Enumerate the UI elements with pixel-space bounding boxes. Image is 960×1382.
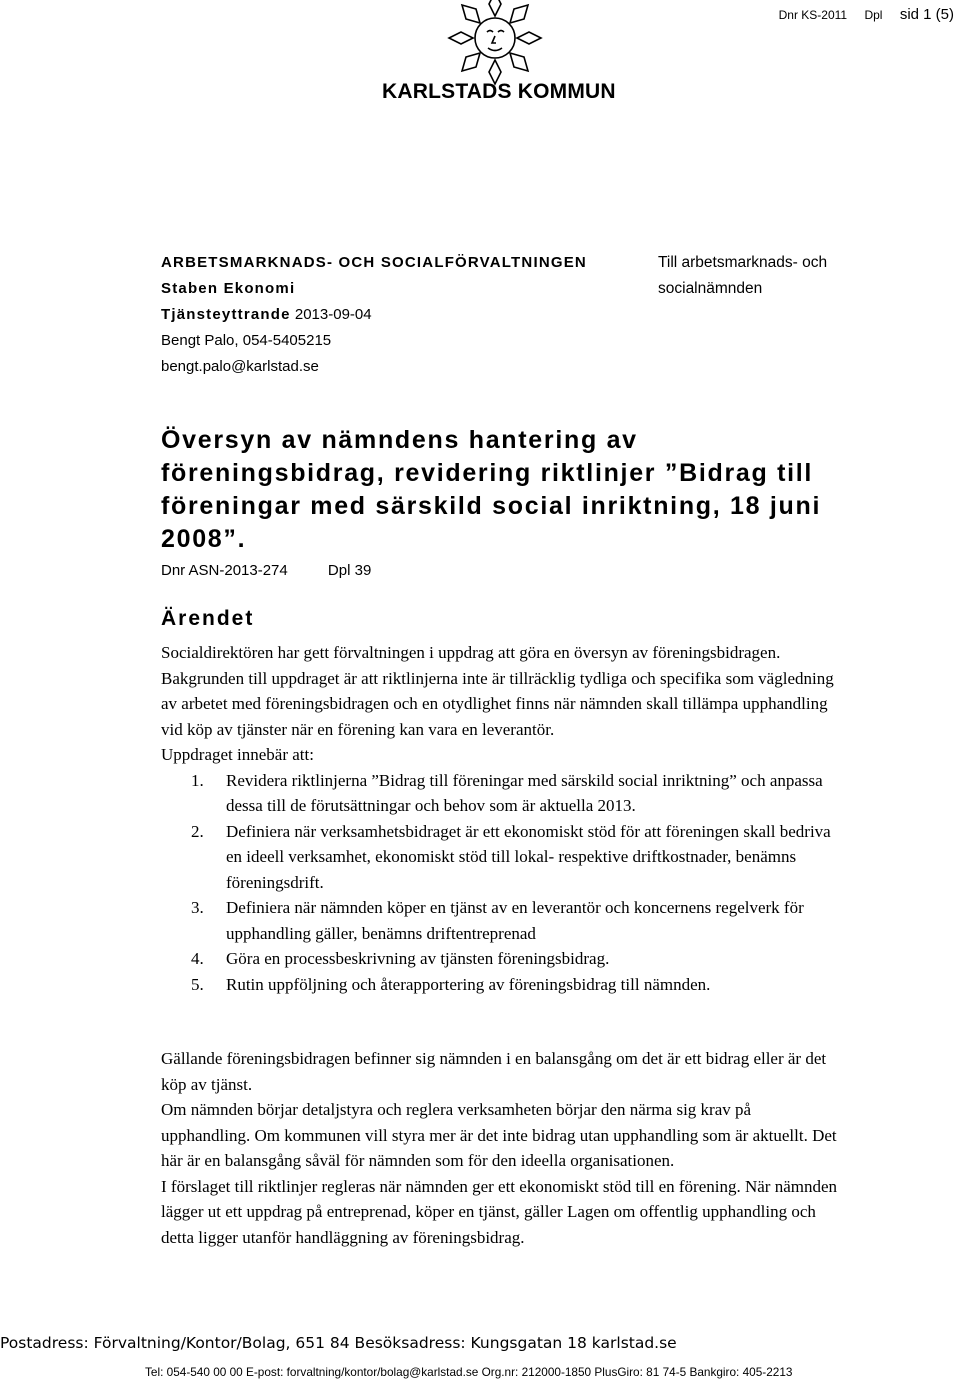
page-header xyxy=(779,6,954,23)
header-dpl: Dpl xyxy=(864,8,883,22)
task-item xyxy=(161,895,841,946)
task-text: Definiera när verksamhetsbidraget är ett ekonomiskt stöd för att föreningen skall bedriva en ideell verksamhet, ekonomiskt stöd till lokal- respektive driftkostnader, benämns föreningsdrift. xyxy=(226,821,831,892)
task-text: Definiera när nämnden köper en tjänst av en leverantör och koncernens regelverk för upphandling gäller, benämns driftentreprenad xyxy=(226,898,804,943)
header-dnr: Dnr KS-2011 xyxy=(778,8,848,22)
task-item xyxy=(161,972,841,998)
task-list xyxy=(161,768,841,998)
task-number: 3. xyxy=(191,898,204,917)
page-number: sid 1 (5) xyxy=(899,6,954,23)
paragraph-balance: Gällande föreningsbidragen befinner sig nämnden i en balansgång om det är ett bidrag eller är det köp av tjänst. xyxy=(161,1049,827,1094)
document-date: 2013-09-04 xyxy=(294,306,372,323)
recipient-line-2: socialnämnden xyxy=(658,280,763,297)
paragraph-regulation: Om nämnden börjar detaljstyra och reglera verksamheten börjar den närma sig krav på upphandling. Om kommunen vill styra mer är det inte bidrag utan upphandling som är aktuellt. Det här är en balansgång såväl för nämnden som för den ideella organisationen. xyxy=(161,1100,837,1170)
task-text: Göra en processbeskrivning av tjänsten föreningsbidrag. xyxy=(226,949,610,968)
logo-text: KARLSTADS KOMMUN xyxy=(382,80,616,103)
task-number: 2. xyxy=(191,821,204,841)
reference-line xyxy=(161,562,407,579)
case-body xyxy=(161,640,841,997)
task-item xyxy=(161,768,841,819)
footer-address: Postadress: Förvaltning/Kontor/Bolag, 651 84 Besöksadress: Kungsgatan 18 karlstad.se xyxy=(0,1334,677,1352)
reference-dpl: Dpl 39 xyxy=(327,562,372,579)
discussion-body xyxy=(161,1046,841,1250)
unit: Staben Ekonomi xyxy=(161,280,296,297)
department: ARBETSMARKNADS- OCH SOCIALFÖRVALTNINGEN xyxy=(161,254,587,271)
task-number: 4. xyxy=(191,949,204,968)
contact-email: bengt.palo@karlstad.se xyxy=(161,358,319,375)
reference-dnr: Dnr ASN-2013-274 xyxy=(161,562,288,579)
recipient-line-1: Till arbetsmarknads- och xyxy=(658,254,828,271)
recipient-block xyxy=(658,250,827,302)
document-type-line xyxy=(161,302,587,328)
task-text: Revidera riktlinjerna ”Bidrag till föreningar med särskild social inriktning” och anpassa dessa till de förutsättningar och behov som är aktuella 2013. xyxy=(226,770,823,815)
paragraph-proposal: I förslaget till riktlinjer regleras när nämnden ger ett ekonomiskt stöd till en förening. När nämnden lägger ut ett uppdrag på entreprenad, köper en tjänst, gäller Lagen om offentlig upphandling och detta ligger utanför handläggning av föreningsbidrag. xyxy=(161,1176,838,1247)
task-item xyxy=(161,819,841,896)
contact-person: Bengt Palo, 054-5405215 xyxy=(161,332,332,349)
task-number: 5. xyxy=(191,974,204,994)
list-intro: Uppdraget innebär att: xyxy=(161,745,314,764)
task-number: 1. xyxy=(191,770,204,790)
task-text: Rutin uppföljning och återapportering av föreningsbidrag till nämnden. xyxy=(226,974,711,994)
footer-contacts: Tel: 054-540 00 00 E-post: forvaltning/kontor/bolag@karlstad.se Org.nr: 212000-1850 PlusGiro: 81 74-5 Bankgiro: 405-2213 xyxy=(145,1365,793,1379)
task-item xyxy=(161,946,841,972)
section-heading: Ärendet xyxy=(161,607,255,630)
document-type: Tjänsteyttrande xyxy=(161,306,291,323)
sender-block xyxy=(161,250,587,380)
document-title: Översyn av nämndens hantering av föreningsbidrag, revidering riktlinjer ”Bidrag till föreningar med särskild social inriktning, 18 juni 2008”. xyxy=(161,426,822,553)
paragraph-background: Socialdirektören har gett förvaltningen i uppdrag att göra en översyn av föreningsbidragen. Bakgrunden till uppdraget är att riktlinjerna inte är tillräcklig tydliga och specifika som vägledning av arbetet med föreningsbidragen och en otydlighet finns när nämnden skall tillämpa upphandling vid köp av tjänster när en förening kan vara en leverantör. xyxy=(161,643,834,739)
